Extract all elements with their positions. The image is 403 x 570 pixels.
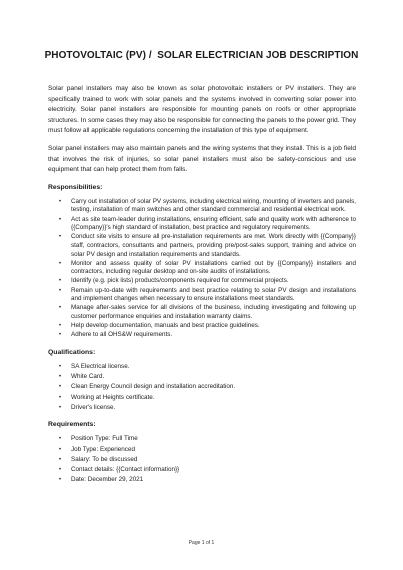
bullet-icon: • bbox=[59, 198, 62, 205]
bullet-icon: • bbox=[59, 260, 62, 267]
bullet-icon: • bbox=[59, 323, 62, 330]
bullet-icon: • bbox=[59, 332, 62, 339]
list-item: • Remain up-to-date with requirements and best practice relating to solar PV design and installations and implement changes when necessary to ensure installations meet standards. bbox=[59, 286, 356, 303]
document-body bbox=[48, 84, 356, 493]
bullet-icon: • bbox=[59, 456, 62, 463]
bullet-icon: • bbox=[59, 278, 62, 285]
bullet-icon: • bbox=[59, 234, 62, 241]
list-item: • Job Type: Experienced bbox=[59, 445, 135, 453]
bullet-icon: • bbox=[59, 287, 62, 294]
bullet-icon: • bbox=[59, 466, 62, 473]
qualifications-list bbox=[48, 363, 356, 412]
bullet-icon: • bbox=[59, 394, 62, 401]
bullet-icon: • bbox=[59, 374, 62, 381]
list-item: • Act as site team-leader during installations, ensuring efficient, safe and quality work with adherence to {{Company}}'s high standard of installation, best practice and regulatory requirements. bbox=[59, 215, 356, 232]
list-item: • Working at Heights certificate. bbox=[59, 393, 155, 401]
list-item: • Contact details: {{Contact information}} bbox=[59, 465, 180, 473]
bullet-icon: • bbox=[59, 384, 62, 391]
intro-paragraph-2: Solar panel installers may also maintain panels and the wiring systems that they install. This is a job field that involves the risk of injuries, so solar panel installers must also be safety-conscious and use equipment that can help protect them from falls. bbox=[48, 144, 356, 174]
requirements-heading: Requirements: bbox=[48, 421, 96, 429]
list-item: • Carry out installation of solar PV systems, including electrical wiring, mounting of inverters and panels, testing, installation of main switches and other standard commercial and residential electrical work. bbox=[59, 197, 356, 214]
list-item: • Driver's license. bbox=[59, 403, 116, 411]
bullet-icon: • bbox=[59, 216, 62, 223]
list-item: • Position Type: Full Time bbox=[59, 435, 138, 443]
list-item: • SA Electrical license. bbox=[59, 363, 130, 370]
page-number-footer: Page 1 of 1 bbox=[188, 540, 215, 546]
requirements-list bbox=[48, 435, 356, 484]
document-title: PHOTOVOLTAIC (PV) / SOLAR ELECTRICIAN JOB DESCRIPTION bbox=[44, 50, 359, 61]
list-item: • Clean Energy Council design and installation accreditation. bbox=[59, 383, 236, 391]
responsibilities-heading: Responsibilities: bbox=[48, 183, 103, 191]
list-item: • Conduct site visits to ensure all pre-installation requirements are met. Work directly with {{Company}} staff, contractors, consultants and partners, providing pre/post-sales support, training and advice on solar PV design and installation requirements and standards. bbox=[59, 233, 356, 258]
list-item: • Manage after-sales service for all divisions of the business, including investigating and following up customer performance enquiries and installation warranty claims. bbox=[59, 304, 356, 321]
list-item: • White Card. bbox=[59, 373, 105, 381]
bullet-icon: • bbox=[59, 477, 62, 484]
bullet-icon: • bbox=[59, 305, 62, 312]
bullet-icon: • bbox=[59, 446, 62, 453]
list-item: • Adhere to all OHS&W requirements. bbox=[59, 331, 173, 339]
list-item: • Date: December 29, 2021 bbox=[59, 476, 144, 484]
bullet-icon: • bbox=[59, 364, 62, 370]
responsibilities-list bbox=[48, 198, 356, 340]
list-item: • Identify (e.g. pick lists) products/components required for commercial projects. bbox=[59, 277, 289, 285]
list-item: • Help develop documentation, manuals and best practice guidelines. bbox=[59, 322, 260, 330]
qualifications-heading: Qualifications: bbox=[48, 349, 96, 356]
list-item: • Salary: To be discussed bbox=[59, 455, 138, 463]
list-item: • Monitor and assess quality of solar PV installations carried out by {{Company}} installers and contractors, including regular desktop and on-site audits of installations. bbox=[59, 259, 356, 276]
bullet-icon: • bbox=[59, 436, 62, 443]
bullet-icon: • bbox=[59, 404, 62, 411]
intro-paragraph-1: Solar panel installers may also be known as solar photovoltaic installers or PV installers. They are specifically trained to work with solar panels and the systems involved in converting solar power into electricity. Solar panel installers are responsible for mounting panels on roofs or other appropriate structures. In some cases they may also be responsible for connecting the panels to the power grid. They must follow all applicable regulations concerning the installation of this type of equipment. bbox=[48, 85, 356, 135]
